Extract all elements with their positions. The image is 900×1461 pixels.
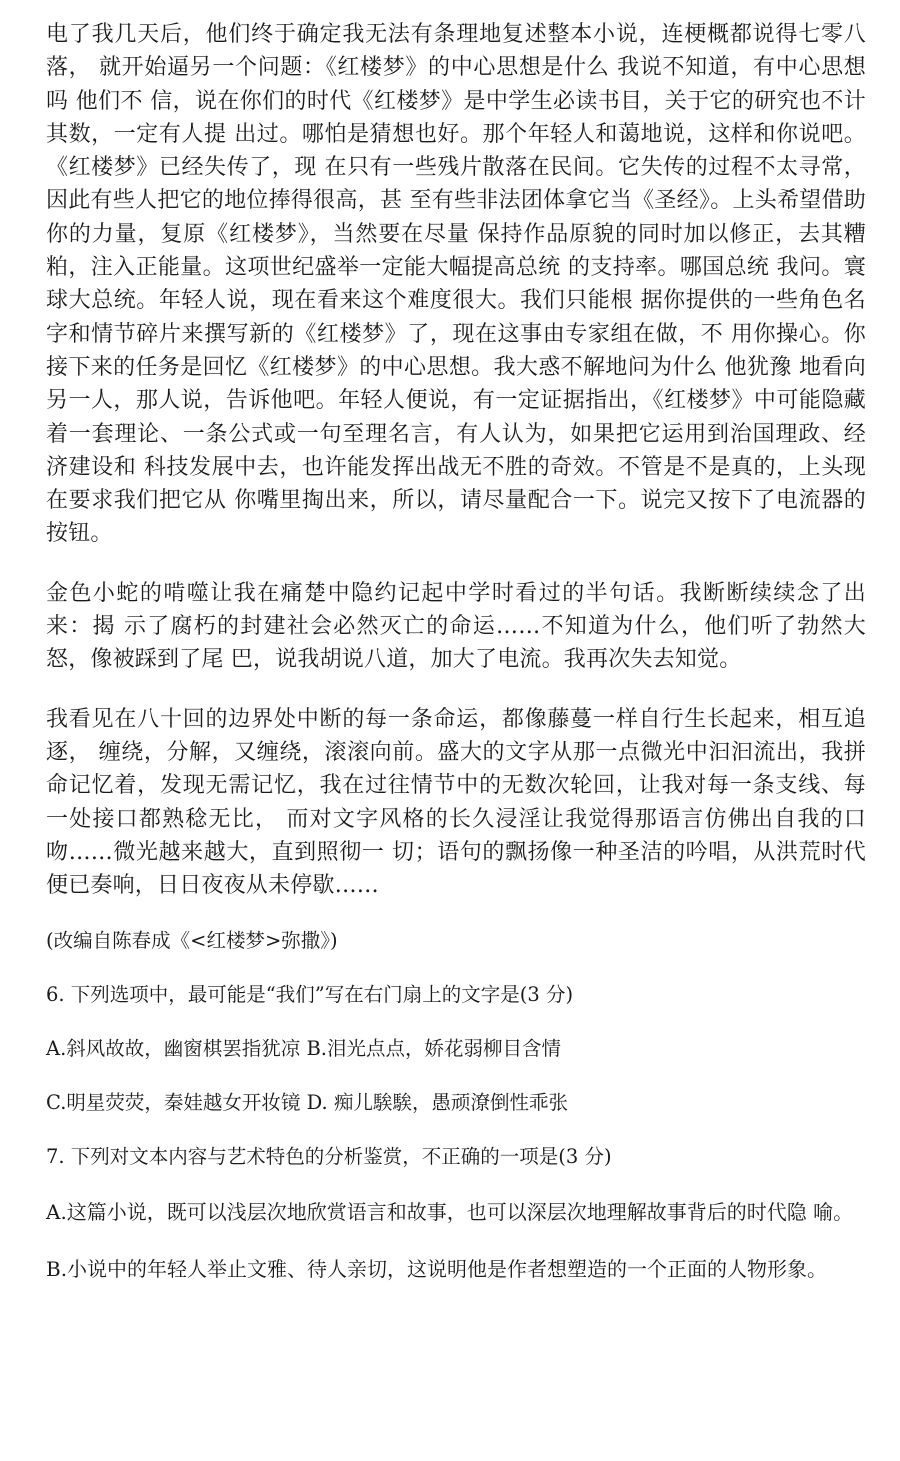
question-6-options-cd: C.明星荧荧，秦娃越女开妆镜 D. 痴儿騃騃，愚顽潦倒性乖张	[46, 1091, 568, 1115]
question-7-option-a: A.这篇小说，既可以浅层次地欣赏语言和故事，也可以深层次地理解故事背后的时代隐 喻。	[46, 1200, 854, 1225]
story-paragraph-3: 我看见在八十回的边界处中断的每一条命运，都像藤蔓一样自行生长起来，相互追逐， 缠绕，分解，又缠绕，滚滚向前。盛大的文字从那一点微光中汩汩流出，我拼命记忆着，发现无需记忆，我在过往情节中的无数次轮回，让我对每一条支线、每一处接口都熟稔无比， 而对文字风格的长久浸淫让我觉得那语言仿佛出自我的口吻……微光越来越大，直到照彻一 切；语句的飘扬像一种圣洁的吟唱，从洪荒时代便已奏响，日日夜夜从未停歇……	[46, 706, 866, 899]
paragraph-spacer	[46, 1010, 866, 1034]
paragraph-spacer	[46, 551, 866, 577]
document-page	[46, 18, 866, 1286]
question-7-option-b: B.小说中的年轻人举止文雅、待人亲切，这说明他是作者想塑造的一个正面的人物形象。	[46, 1257, 828, 1282]
question-7-stem: 7. 下列对文本内容与艺术特色的分析鉴赏，不正确的一项是(3 分)	[46, 1145, 612, 1169]
question-6-options-ab: A.斜风故故，幽窗棋罢指犹凉 B.泪光点点，娇花弱柳目含情	[46, 1037, 562, 1061]
story-paragraph-2: 金色小蛇的啃噬让我在痛楚中隐约记起中学时看过的半句话。我断断续续念了出来：揭 示了腐朽的封建社会必然灭亡的命运……不知道为什么，他们听了勃然大怒，像被踩到了尾 巴，说我胡说八道，加大了电流。我再次失去知觉。	[46, 580, 866, 673]
paragraph-spacer	[46, 677, 866, 703]
paragraph-spacer	[46, 956, 866, 980]
paragraph-spacer	[46, 1172, 866, 1196]
paragraph-spacer	[46, 1229, 866, 1253]
paragraph-spacer	[46, 1118, 866, 1142]
paragraph-spacer	[46, 902, 866, 926]
question-6-stem: 6. 下列选项中，最可能是“我们”写在右门扇上的文字是(3 分)	[46, 983, 574, 1007]
story-paragraph-1: 电了我几天后，他们终于确定我无法有条理地复述整本小说，连梗概都说得七零八落， 就开始逼另一个问题：《红楼梦》的中心思想是什么 我说不知道，有中心思想吗 他们不 信，说在你们的时代《红楼梦》是中学生必读书目，关于它的研究也不计其数，一定有人提 出过。哪怕是猜想也好。那个年轻人和蔼地说，这样和你说吧。《红楼梦》已经失传了，现 在只有一些残片散落在民间。它失传的过程不太寻常，因此有些人把它的地位捧得很高，甚 至有些非法团体拿它当《圣经》。上头希望借助你的力量，复原《红楼梦》，当然要在尽量 保持作品原貌的同时加以修正，去其糟粕，注入正能量。这项世纪盛举一定能大幅提高总统 的支持率。哪国总统 我问。寰球大总统。年轻人说，现在看来这个难度很大。我们只能根 据你提供的一些角色名字和情节碎片来撰写新的《红楼梦》了，现在这事由专家组在做，不 用你操心。你接下来的任务是回忆《红楼梦》的中心思想。我大惑不解地问为什么 他犹豫 地看向另一人，那人说，告诉他吧。年轻人便说，有一定证据指出，《红楼梦》中可能隐藏 着一套理论、一条公式或一句至理名言，有人认为，如果把它运用到治国理政、经济建设和 科技发展中去，也许能发挥出战无不胜的奇效。不管是不是真的，上头现在要求我们把它从 你嘴里掏出来，所以，请尽量配合一下。说完又按下了电流器的按钮。	[46, 22, 866, 547]
paragraph-spacer	[46, 1064, 866, 1088]
source-citation: (改编自陈春成《<红楼梦>弥撒》)	[46, 929, 338, 953]
